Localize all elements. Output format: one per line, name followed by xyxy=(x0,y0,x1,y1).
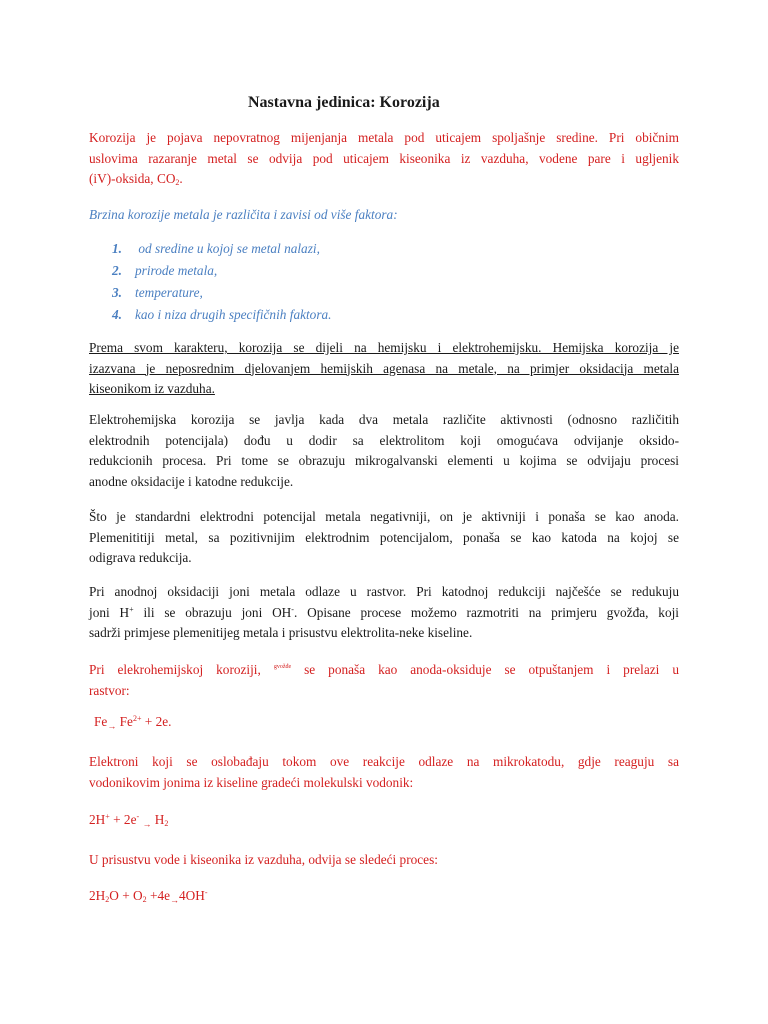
list-item: 2. prirode metala, xyxy=(112,263,218,278)
intro-paragraph xyxy=(89,128,679,190)
electrochemical-corrosion-paragraph: Pri elekrohemijskoj koroziji, $^{gvožđe}$ se ponaša kao anoda-oksiduje se otpuštanjem i prelazi u rastvor: xyxy=(89,662,679,698)
electrochemical-paragraph: Elektrohemijska korozija se javlja kada dva metala različite aktivnosti (odnosno različitih elektrodnih potencijala) dođu u dodir sa elektrolitom koji omogućava odvijanje oksido- redukcionih procesa. Pri tome se obrazuju mikrogalvanski elementi u kojima se odvijaju procesi anodne oksidacije i katodne redukcije. xyxy=(89,412,679,489)
standard-potential-paragraph: Što je standardni elektrodni potencijal metala negativniji, on je aktivniji i ponaša se kao anoda. Plemenititiji metal, sa pozitivnijim elektrodnim potencijalom, ponaša se kao katoda na kojoj se odigrava redukcija. xyxy=(89,509,679,565)
document-title: Nastavna jedinica: Korozija xyxy=(248,94,440,111)
equation-iron-oxidation: $Fe_\to$ $Fe^{2+} + 2e$. xyxy=(94,714,172,731)
list-item: 3. temperature, xyxy=(112,285,203,300)
anodic-oxidation-paragraph: Pri anodnoj oksidaciji joni metala odlaze u rastvor. Pri katodnoj redukciji najčešće se redukuju joni H+ ili se obrazuju joni OH-. Opisane procese možemo razmotriti na primjeru gvožđa, koji sadrži primjese plemenitijeg metala i prisustvu elektrolita-neke kiseline. xyxy=(89,584,679,640)
list-item: 1. od sredine u kojoj se metal nalazi, xyxy=(112,241,320,256)
factors-intro: Brzina korozije metala je različita i zavisi od više faktora: xyxy=(89,207,398,222)
equation-hydroxide: $2H_2O + O_2 +4e_\to 4OH^-$ xyxy=(89,888,208,905)
factors-list xyxy=(112,238,331,326)
water-oxygen-paragraph: U prisustvu vode i kiseonika iz vazduha, odvija se sledeći proces: xyxy=(89,852,438,867)
electrons-paragraph: Elektroni koji se oslobađaju tokom ove reakcije odlaze na mikrokatodu, gdje reaguju sa vodonikovim jonima iz kiseline gradeći molekulski vodonik: xyxy=(89,754,679,790)
equation-hydrogen: 2H+ + 2e- $_\to$ $H_2$ xyxy=(89,812,169,829)
chemical-corrosion-paragraph: Prema svom karakteru, korozija se dijeli na hemijsku i elektrohemijsku. Hemijska korozija je izazvana je neposrednim djelovanjem hemijskih agenasa na metale, na primjer oksidacija metala kiseonikom iz vazduha. xyxy=(89,340,679,396)
intro-line-3: (iV)-oksida, $CO_2$. xyxy=(89,171,183,187)
intro-line-2: uslovima razaranje metal se odvija pod uticajem kiseonika iz vazduha, vodene pare i ugljenik xyxy=(89,150,679,166)
list-item: 4. kao i niza drugih specifičnih faktora. xyxy=(112,307,332,322)
intro-line-1: Korozija je pojava nepovratnog mijenjanja metala pod uticajem spoljašnje sredine. Pri običnim xyxy=(89,130,679,145)
